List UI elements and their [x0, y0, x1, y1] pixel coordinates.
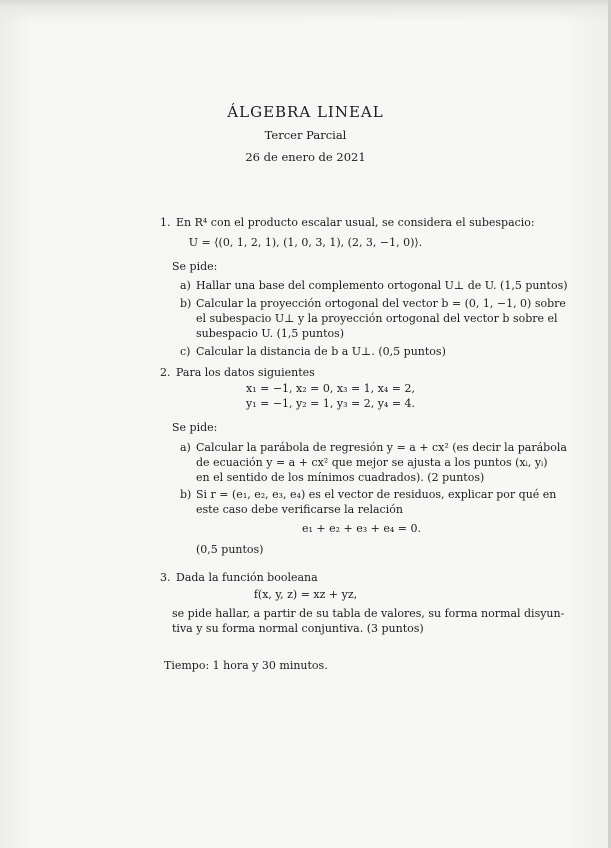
exam-duration: Tiempo: 1 hora y 30 minutos.: [164, 659, 328, 672]
q1-number: 1.: [160, 216, 171, 229]
scan-shadow-top: [0, 0, 611, 22]
q2-b-line1: Si r = (e₁, e₂, e₃, e₄) es el vector de residuos, explicar por qué en: [196, 488, 557, 501]
q2-data-x: x₁ = −1, x₂ = 0, x₃ = 1, x₄ = 2,: [246, 382, 415, 395]
q1-b-line2: el subespacio U⊥ y la proyección ortogonal del vector b sobre el: [196, 312, 558, 325]
q3-line1: se pide hallar, a partir de su tabla de valores, su forma normal disyun-: [172, 607, 565, 620]
q2-b-line2: este caso debe verificarse la relación: [196, 503, 403, 516]
exam-title: ÁLGEBRA LINEAL: [227, 103, 384, 121]
q2-b-label: b): [180, 488, 192, 501]
q1-statement: En R⁴ con el producto escalar usual, se considera el subespacio:: [176, 216, 535, 229]
q3-formula: f(x, y, z) = xz + yz,: [253, 588, 358, 601]
q1-intro: Se pide:: [172, 260, 218, 273]
exam-subtitle: Tercer Parcial: [264, 128, 347, 142]
q2-a-line2: de ecuación y = a + cx² que mejor se ajusta a los puntos (xᵢ, yᵢ): [196, 456, 548, 469]
q2-b-points: (0,5 puntos): [196, 543, 264, 556]
q3-statement: Dada la función booleana: [176, 571, 318, 584]
q2-statement: Para los datos siguientes: [176, 366, 315, 379]
q3-line2: tiva y su forma normal conjuntiva. (3 puntos): [172, 622, 424, 635]
q1-a-text: Hallar una base del complemento ortogonal U⊥ de U. (1,5 puntos): [196, 279, 568, 292]
q1-formula: U = ⟨(0, 1, 2, 1), (1, 0, 3, 1), (2, 3, −1, 0)⟩.: [188, 236, 423, 249]
q1-c-label: c): [180, 345, 191, 358]
q2-number: 2.: [160, 366, 171, 379]
q1-b-line3: subespacio U. (1,5 puntos): [196, 327, 345, 340]
q2-intro: Se pide:: [172, 421, 218, 434]
q3-number: 3.: [160, 571, 171, 584]
q2-a-line1: Calcular la parábola de regresión y = a + cx² (es decir la parábola: [196, 441, 567, 454]
q2-a-label: a): [180, 441, 191, 454]
q1-c-text: Calcular la distancia de b a U⊥. (0,5 puntos): [196, 345, 446, 358]
q2-a-line3: en el sentido de los mínimos cuadrados). (2 puntos): [196, 471, 485, 484]
q1-b-line1: Calcular la proyección ortogonal del vector b = (0, 1, −1, 0) sobre: [196, 297, 566, 310]
q2-b-formula: e₁ + e₂ + e₃ + e₄ = 0.: [302, 522, 422, 535]
exam-date: 26 de enero de 2021: [245, 150, 366, 164]
q2-data-y: y₁ = −1, y₂ = 1, y₃ = 2, y₄ = 4.: [246, 397, 416, 410]
q1-b-label: b): [180, 297, 192, 310]
q1-a-label: a): [180, 279, 191, 292]
